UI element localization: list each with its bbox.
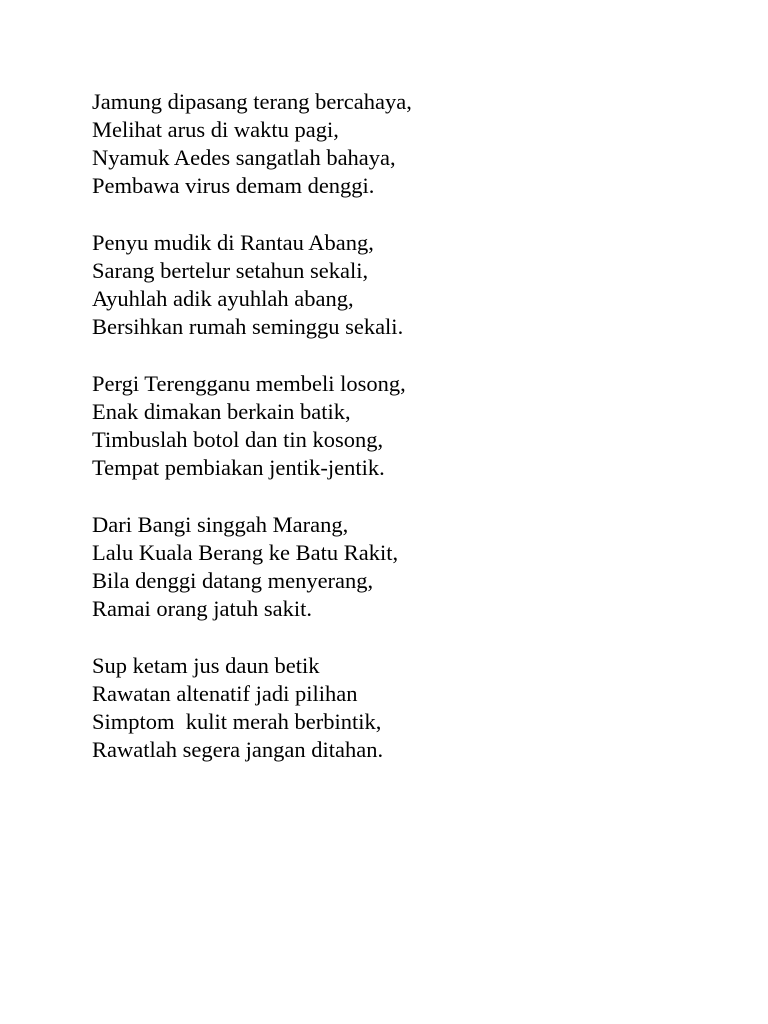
poem-line: Pergi Terengganu membeli losong, xyxy=(92,371,406,396)
poem-line: Dari Bangi singgah Marang, xyxy=(92,512,349,537)
poem-line: Timbuslah botol dan tin kosong, xyxy=(92,427,384,452)
poem-line: Sarang bertelur setahun sekali, xyxy=(92,258,369,283)
poem-line: Rawatlah segera jangan ditahan. xyxy=(92,737,384,762)
poem-line: Simptom kulit merah berbintik, xyxy=(92,709,382,734)
poem-line: Pembawa virus demam denggi. xyxy=(92,173,375,198)
poem-line: Lalu Kuala Berang ke Batu Rakit, xyxy=(92,540,399,565)
stanza-5 xyxy=(92,652,732,764)
poem xyxy=(92,88,732,793)
poem-line: Jamung dipasang terang bercahaya, xyxy=(92,89,412,114)
poem-line: Ayuhlah adik ayuhlah abang, xyxy=(92,286,354,311)
stanza-3 xyxy=(92,370,732,482)
stanza-2 xyxy=(92,229,732,341)
poem-line: Bila denggi datang menyerang, xyxy=(92,568,374,593)
poem-line: Tempat pembiakan jentik-jentik. xyxy=(92,455,385,480)
stanza-4 xyxy=(92,511,732,623)
stanza-1 xyxy=(92,88,732,200)
poem-line: Rawatan altenatif jadi pilihan xyxy=(92,681,358,706)
poem-line: Enak dimakan berkain batik, xyxy=(92,399,351,424)
poem-line: Penyu mudik di Rantau Abang, xyxy=(92,230,374,255)
poem-line: Nyamuk Aedes sangatlah bahaya, xyxy=(92,145,396,170)
poem-line: Melihat arus di waktu pagi, xyxy=(92,117,339,142)
poem-line: Sup ketam jus daun betik xyxy=(92,653,320,678)
poem-line: Bersihkan rumah seminggu sekali. xyxy=(92,314,404,339)
poem-line: Ramai orang jatuh sakit. xyxy=(92,596,312,621)
